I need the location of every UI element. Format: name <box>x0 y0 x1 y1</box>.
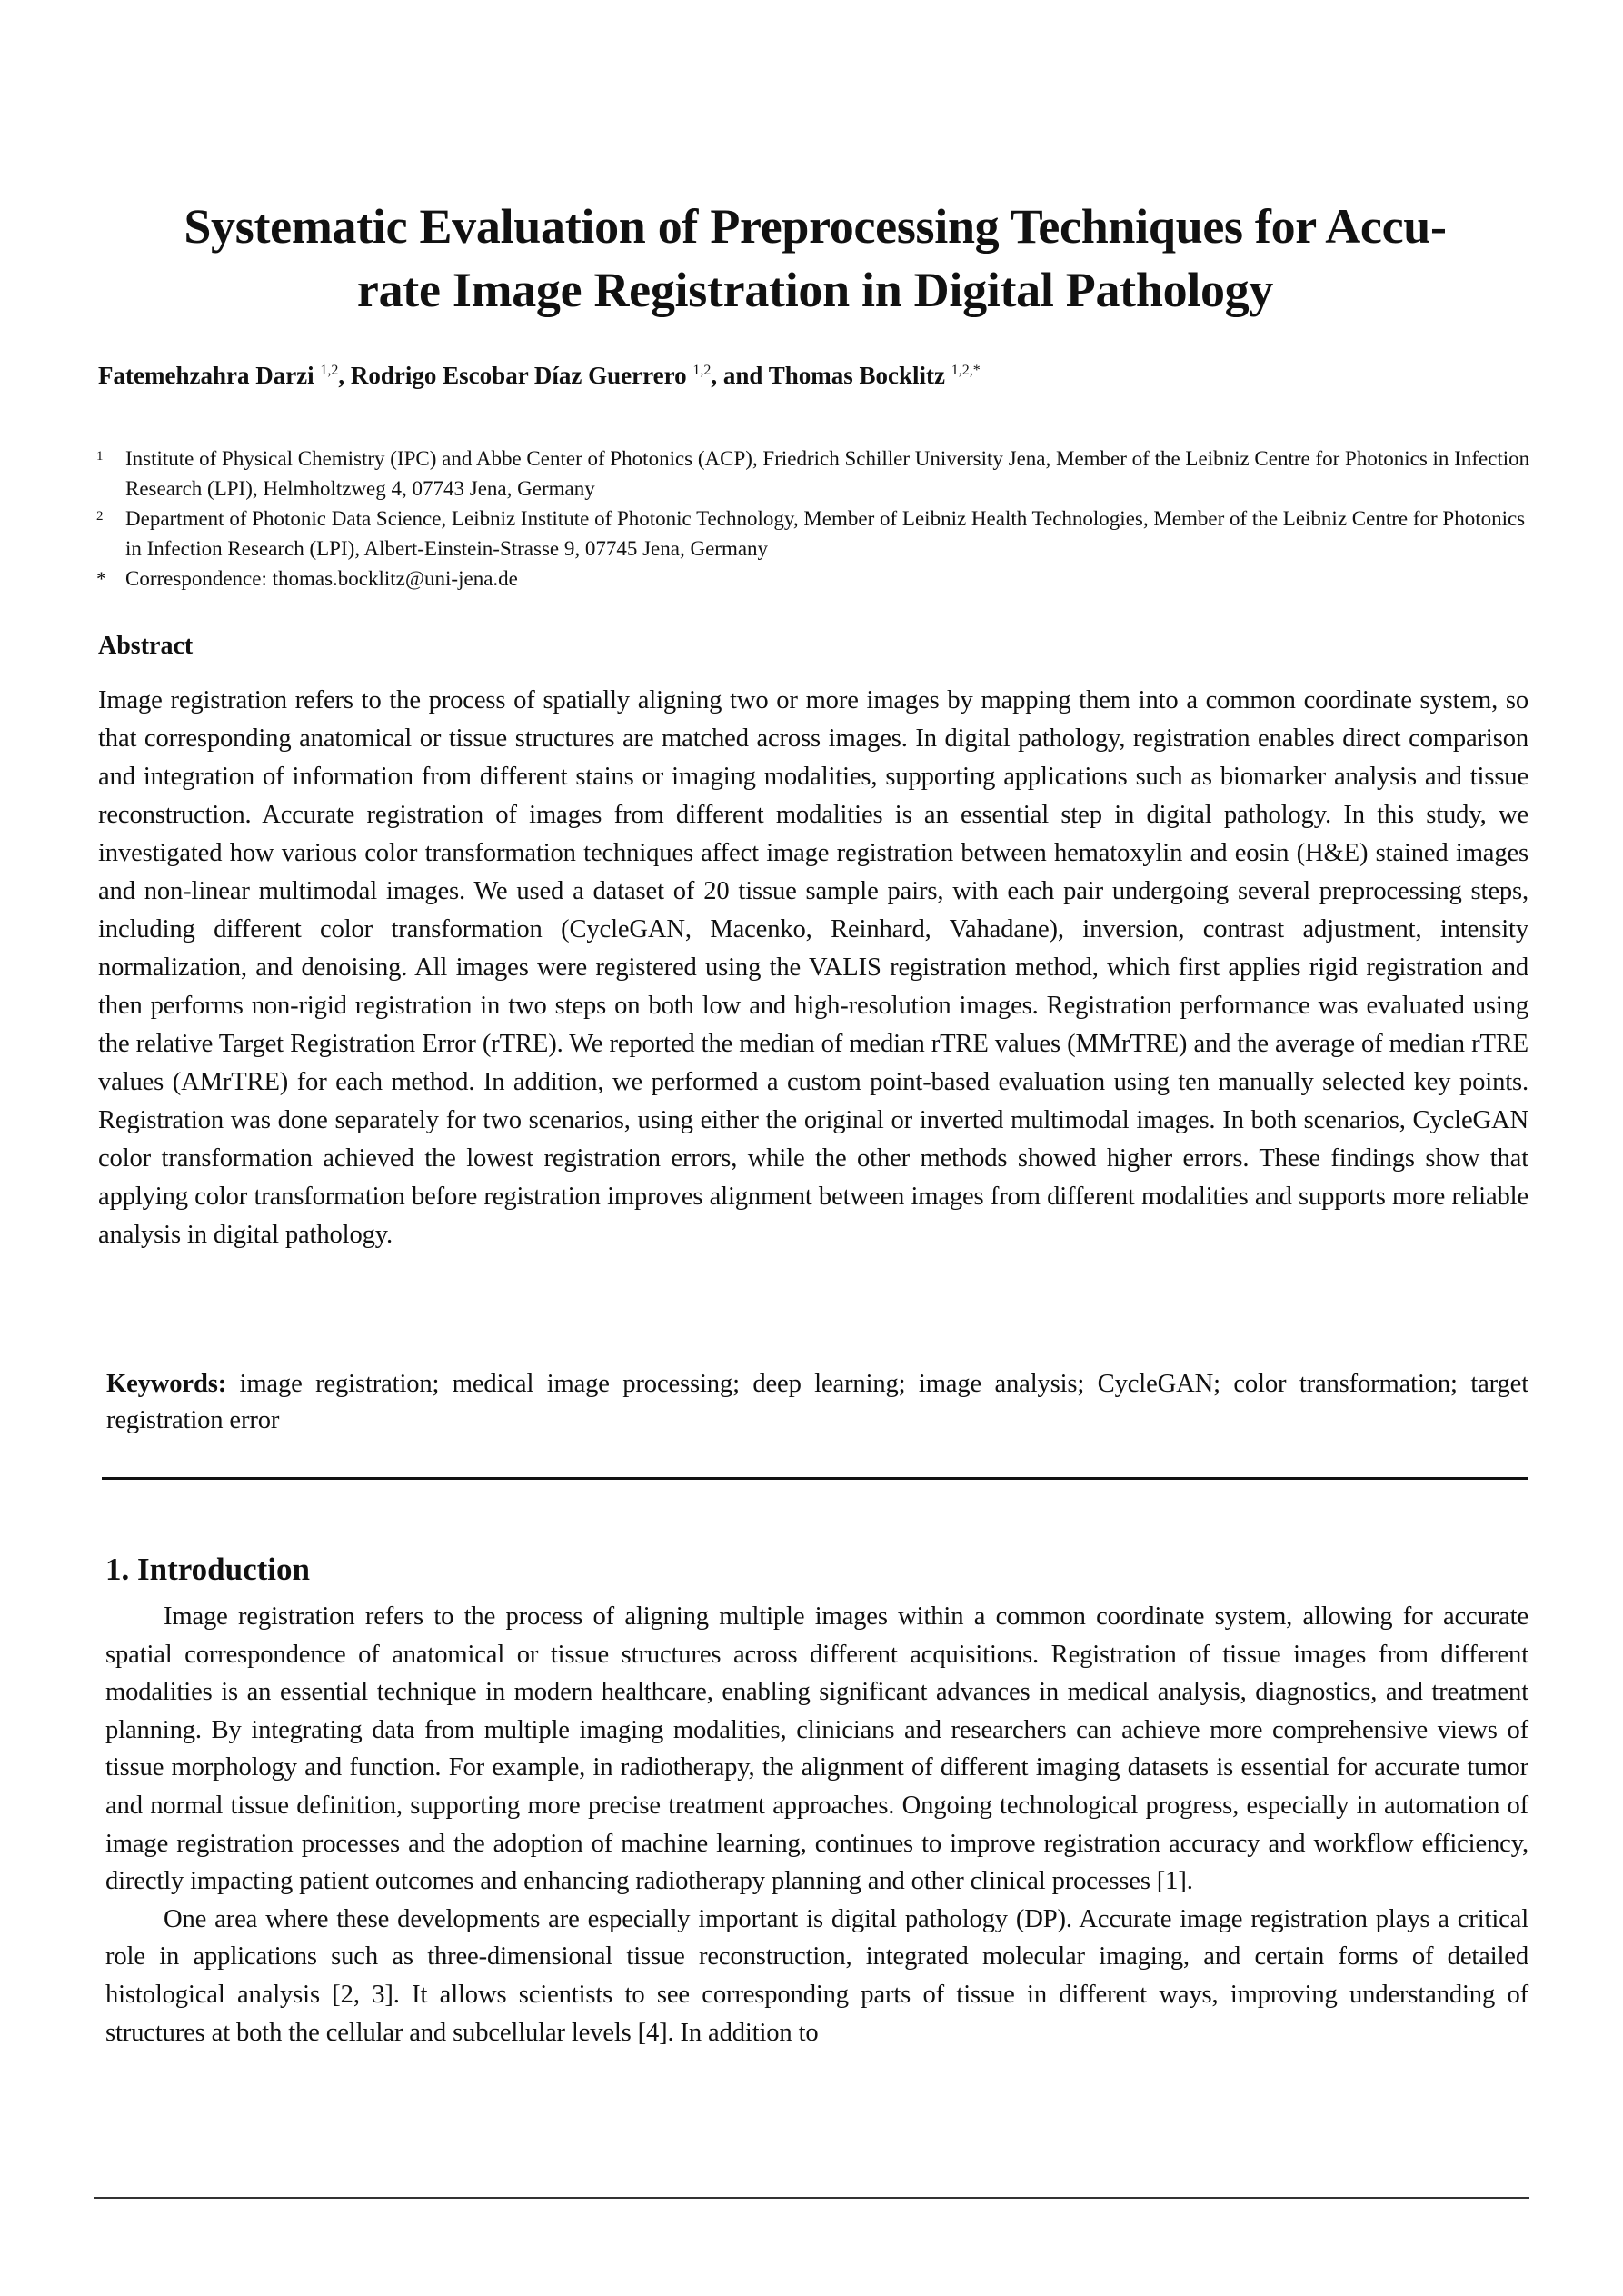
author-affiliation-marker: 1,2 <box>692 363 712 378</box>
paper-title <box>102 195 1528 322</box>
paragraph: One area where these developments are especially important is digital pathology (DP). Accurate image registration plays a critical role in applications such as three-dimensional tissue reconstruction, integrated molecular imaging, and certain forms of detailed histological analysis [2, 3]. It allows scientists to see corresponding parts of tissue in different ways, improving understanding of structures at both the cellular and subcellular levels [4]. In addition to <box>105 1904 1528 2047</box>
affiliation-text: Department of Photonic Data Science, Leibniz Institute of Photonic Technology, Member of Leibniz Health Technologies, Member of the Leibniz Centre for Photonics in Infection Research (LPI), Albert-Einstein-Strasse 9, 07745 Jena, Germany <box>125 507 1526 560</box>
introduction-body <box>105 1598 1528 2051</box>
keywords-label: Keywords: <box>106 1370 227 1398</box>
title-line-2: rate Image Registration in Digital Pathology <box>356 263 1274 317</box>
author-separator: , and <box>711 362 769 389</box>
abstract-heading: Abstract <box>98 632 194 660</box>
paragraph: Image registration refers to the process of aligning multiple images within a common coordinate system, allowing for accurate spatial correspondence of anatomical or tissue structures across different acquisitions. Registration of tissue images from different modalities is an essential technique in modern healthcare, enabling significant advances in medical analysis, diagnostics, and treatment planning. By integrating data from multiple imaging modalities, clinicians and researchers can achieve more comprehensive views of tissue morphology and function. For example, in radiotherapy, the alignment of different imaging datasets is essential for accurate tumor and normal tissue definition, supporting more precise treatment approaches. Ongoing technological progress, especially in automation of image registration processes and the adoption of machine learning, continues to improve registration accuracy and workflow efficiency, directly impacting patient outcomes and enhancing radiotherapy planning and other clinical processes [1]. <box>105 1602 1528 1896</box>
affiliation-marker: 2 <box>96 509 104 524</box>
affiliation-marker: 1 <box>96 449 104 464</box>
title-line-1: Systematic Evaluation of Preprocessing Techniques for Accu- <box>184 199 1447 254</box>
section-heading-introduction: 1. Introduction <box>105 1552 310 1587</box>
abstract-body: Image registration refers to the process of spatially aligning two or more images by mapping them into a common coordinate system, so that corresponding anatomical or tissue structures are matched across images. In digital pathology, registration enables direct comparison and integration of information from different stains or imaging modalities, supporting applications such as biomarker analysis and tissue reconstruction. Accurate registration of images from different modalities is an essential step in digital pathology. In this study, we investigated how various color transformation techniques affect image registration between hematoxylin and eosin (H&E) stained images and non-linear multimodal images. We used a dataset of 20 tissue sample pairs, with each pair undergoing several preprocessing steps, including different color transformation (CycleGAN, Macenko, Reinhard, Vahadane), inversion, contrast adjustment, intensity normalization, and denoising. All images were registered using the VALIS registration method, which first applies rigid registration and then performs non-rigid registration in two steps on both low and high-resolution images. Registration performance was evaluated using the relative Target Registration Error (rTRE). We reported the median of median rTRE values (MMrTRE) and the average of median rTRE values (AMrTRE) for each method. In addition, we performed a custom point-based evaluation using ten manually selected key points. Registration was done separately for two scenarios, using either the original or inverted multimodal images. In both scenarios, CycleGAN color transformation achieved the lowest registration errors, while the other methods showed higher errors. These findings show that applying color transformation before registration improves alignment between images from different modalities and supports more reliable analysis in digital pathology. <box>98 686 1528 1249</box>
keywords-text: image registration; medical image processing; deep learning; image analysis; CycleGAN; color transformation; target registration error <box>106 1370 1528 1434</box>
author-name: Rodrigo Escobar Díaz Guerrero <box>350 362 687 389</box>
affiliation-text: Institute of Physical Chemistry (IPC) and Abbe Center of Photonics (ACP), Friedrich Schiller University Jena, Member of the Leibniz Centre for Photonics in Infection Research (LPI), Helmholtzweg 4, 07743 Jena, Germany <box>125 447 1530 500</box>
section-divider <box>102 1477 1528 1480</box>
author-list <box>98 359 981 392</box>
affiliation-item <box>96 504 1541 564</box>
footer-divider <box>94 2197 1529 2199</box>
author-separator: , <box>338 362 351 389</box>
author-affiliation-marker: 1,2 <box>320 363 339 378</box>
keywords <box>106 1366 1528 1439</box>
author-affiliation-marker: 1,2,* <box>951 363 981 378</box>
affiliation-list <box>96 444 1541 594</box>
correspondence-text[interactable]: Correspondence: thomas.bocklitz@uni-jena.de <box>125 567 518 590</box>
affiliation-item <box>96 444 1541 504</box>
correspondence-item <box>96 564 1541 594</box>
correspondence-marker: * <box>96 567 106 590</box>
author-name: Thomas Bocklitz <box>768 362 945 389</box>
author-name: Fatemehzahra Darzi <box>98 362 314 389</box>
